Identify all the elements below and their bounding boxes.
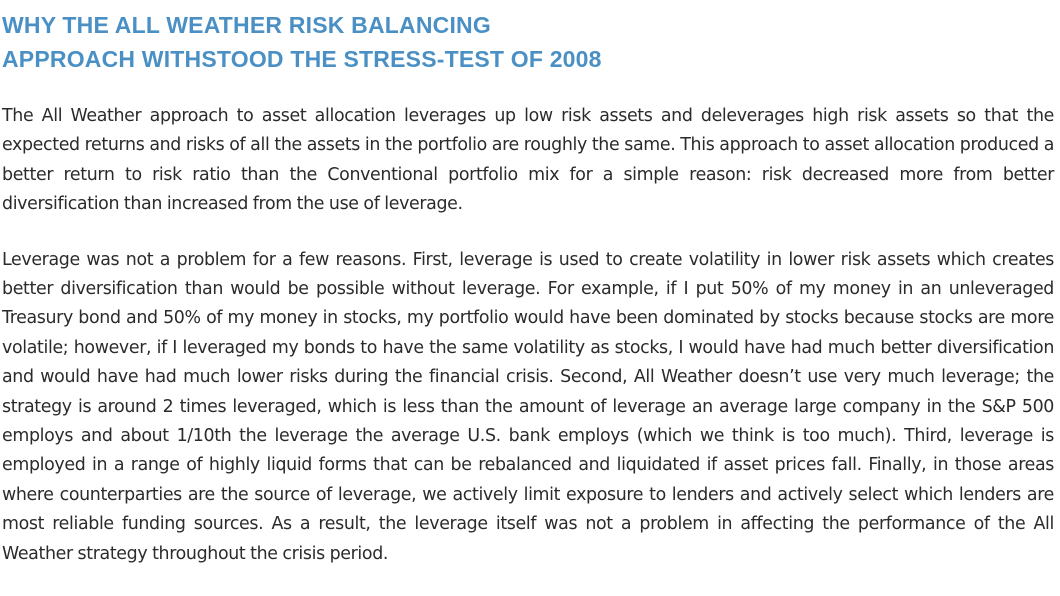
section-heading-line-1: WHY THE ALL WEATHER RISK BALANCING: [2, 12, 491, 38]
paragraph-all-weather-approach: The All Weather approach to asset allocation leverages up low risk assets and deleverages high risk assets so that the expected returns and risks of all the assets in the portfolio are roughly the same. This approach to asset allocation produced a better return to risk ratio than the Conventional portfolio mix for a simple reason: risk decreased more from better diversification than increased from the use of leverage.: [2, 106, 1054, 215]
section-heading-line-2: APPROACH WITHSTOOD THE STRESS-TEST OF 2008: [2, 46, 602, 72]
section-heading: [2, 8, 1054, 76]
document-page: [2, 8, 1054, 569]
paragraph-leverage-reasons: Leverage was not a problem for a few reasons. First, leverage is used to create volatility in lower risk assets which creates better diversification than would be possible without leverage. For example, if I put 50% of my money in an unleveraged Treasury bond and 50% of my money in stocks, my portfolio would have been dominated by stocks because stocks are more volatile; however, if I leveraged my bonds to have the same volatility as stocks, I would have had much better diversification and would have had much lower risks during the financial crisis. Second, All Weather doesn’t use very much leverage; the strategy is around 2 times leveraged, which is less than the amount of leverage an average large company in the S&P 500 employs and about 1/10th the leverage the average U.S. bank employs (which we think is too much). Third, leverage is employed in a range of highly liquid forms that can be rebalanced and liquidated if asset prices fall. Finally, in those areas where counterparties are the source of leverage, we actively limit exposure to lenders and actively select which lenders are most reliable funding sources. As a result, the leverage itself was not a problem in affecting the performance of the All Weather strategy throughout the crisis period.: [2, 249, 1054, 564]
